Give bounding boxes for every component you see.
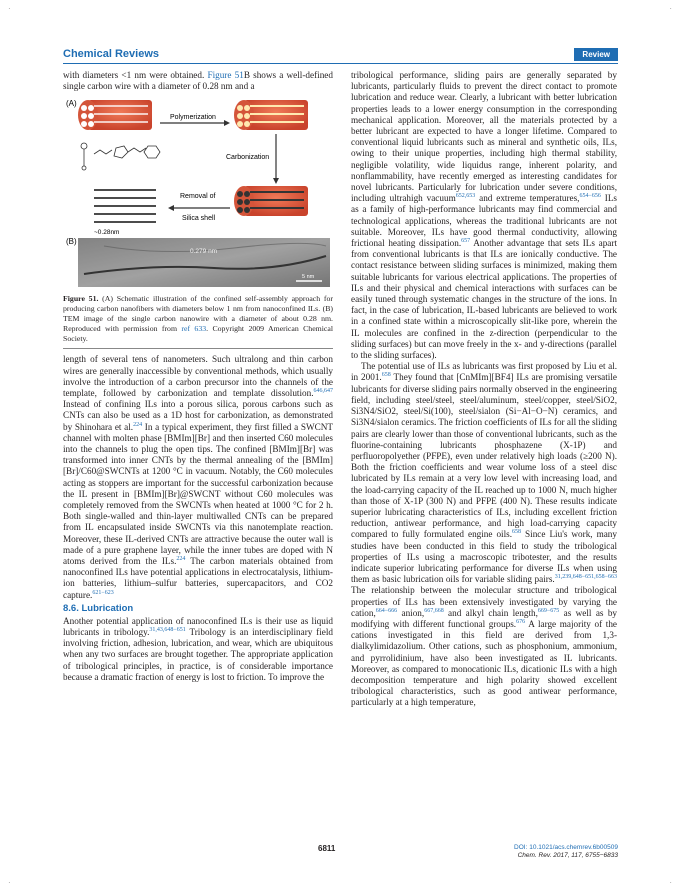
citation: Chem. Rev. 2017, 117, 6755−6833 (517, 852, 618, 859)
figure-51-graphic (64, 96, 332, 288)
caption-label: Figure 51. (63, 294, 99, 304)
right-paragraph-2: The potential use of ILs as lubricants was first proposed by Liu et al. in 2001.$^{658}$ They found that [CnMIm][BF4] ILs are promising versatile lubricants for diverse sliding pairs normally observed in the engineering field, including steel/steel, steel/aluminum, steel/copper, steel/SiO2, Si3N4/SiO2, steel/Si(100), steel/sialon (Si−Al−O−N) ceramics, and Si3N4/sialon ceramics. The friction coefficients of ILs for all the sliding pairs are clearly lower than those of conventional lubricants, such as the fluorine-containing lubricants phosphazene (X-1P) and perfluoropolyether (PFPE), even under relatively high loads (≥200 N). Both the friction coefficients and wear volume loss of a steel disc lubricated by ILs remain at a very low level with increasing load, and the load-carrying capacity of the IL reached up to 1000 N, much higher than those of X-1P (300 N) and PFPE (400 N). These results indicate superior lubricating characteristics of ILs, including excellent friction reduction, antiwear performance, and high load-carrying capacity compared to fully formulated engine oils.$^{658}$ Since Liu's work, many studies have been conducted in this field to study the tribological properties of ILs using a macroscopic tribotester, and the results indicate superior lubricating performance for diverse ILs when using them as basic lubrication oils for variable sliding pairs.$^{31,239,648-651,658-663}$ The relationship between the molecular structure and tribological properties of ILs has been extensively investigated by varying the cation,$^{664-666}$ anion,$^{667,668}$ and alkyl chain length,$^{669-675}$ as well as by modifying with different functional groups.$^{676}$ A large majority of the cations investigated in this field are derived from 1,3-dialkylimidazolium. Other cations, such as phosphonium, ammonium, and pyrrolidinium, have also been investigated as IL lubricants. Moreover, as compared to monocationic ILs, dicationic ILs with a high decomposition temperature and high polarity showed excellent tribological characteristics, such as good antiwear performance, particularly at a high temperature, (351, 361, 618, 708)
panel-a-label: (A) (66, 99, 77, 109)
polymerization-label: Polymerization (170, 114, 216, 122)
corner-mark: · (8, 878, 11, 887)
corner-mark: · (8, 4, 11, 13)
carbonization-label: Carbonization (226, 154, 270, 162)
left-paragraph-0: with diameters <1 nm were obtained. Figure 51B shows a well-defined single carbon wire with a diameter of 0.28 nm and a (63, 70, 333, 92)
silica-template-bundle-icon (78, 100, 152, 130)
left-paragraph-1: length of several tens of nanometers. Such ultralong and thin carbon wires are generally inaccessible by conventional methods, which usually involve the introduction of a carbon precursor into the channels of the template, followed by carbonization and template dissolution.$^{646,647}$ Instead of confining ILs into a porous silica, porous carbons such as CNTs can also be used as a 1D host for carbonization, as demonstrated by Shinohara et al.$^{224}$ In a typical experiment, they first filled a SWCNT channel with molten phase [BMIm][Br] and then inserted C60 molecules into the channels to plug the open tips. The confined [BMIm][Br] was transformed into inner CNTs by the thermal annealing of the [BMIm][Br]/C60@SWCNTs at 1200 °C in vacuum. Notably, the C60 molecules acting as stoppers are important for the successful carbonization because the IL present in [BMIm][Br]@SWCNT without C60 molecules was completely removed from the SWCNTs when heated at 1000 °C for 2 h. Both single-walled and thin-layer multiwalled CNTs can be prepared from IL encapsulated inside SWCNTs via this nanotemplate reaction. Moreover, these IL-derived CNTs are attractive because the outer wall is made of a pure graphene layer, while the inner tubes are doped with N atoms derived from the ILs.$^{224}$ The carbon materials obtained from nanoconfined ILs have potential applications in electrocatalysis, lithium-ion batteries, lithium–sulfur batteries, supercapacitors, and CO2 capture.$^{621-623}$ (63, 354, 333, 600)
page-header (63, 47, 618, 63)
scale-a-label: ~0.28nm (94, 229, 120, 237)
tem-image (78, 238, 330, 287)
carbonization-arrow-icon (273, 134, 279, 184)
page-number: 6811 (318, 844, 336, 853)
figure-link[interactable]: Figure 51 (207, 70, 244, 80)
scale-b-label: 5 nm (302, 274, 315, 281)
carbon-nanowires-icon (94, 190, 156, 222)
caption-ref-link[interactable]: ref 633 (181, 323, 207, 333)
header-rule (63, 63, 618, 64)
doi-link[interactable]: DOI: 10.1021/acs.chemrev.6b00509 (514, 844, 618, 851)
removal-arrow-icon (168, 205, 230, 211)
doi-block (514, 844, 618, 860)
corner-mark: · (669, 878, 672, 887)
right-column (351, 70, 617, 709)
section-heading: 8.6. Lubrication (63, 602, 134, 614)
right-paragraph-1: tribological performance, sliding pairs are generally separated by lubricants, particularly fluids to prevent the direct contact to promote lubrication and reduce wear. Clearly, a lubricant with better lubrication properties leads to a lower energy consumption in the corresponding mechanical application. Moreover, all the materials protected by a better lubricant are expected to have a longer lifetime. Compared to conventional liquid lubricants such as mineral and synthetic oils, ILs, owing to their unique properties, including high thermal stability, negligible volatility, wide liquidus range, inherent polarity, and nonflammability, have recently emerged as interesting candidates for novel lubricants. Particularly for lubrication under severe conditions, including ultrahigh vacuum$^{652,653}$ and extreme temperatures,$^{654-656}$ ILs as a family of high-performance lubricants may find commercial and technological applications, whereas the traditional lubricants are not suitable. Moreover, ILs have good thermal conductivity, allowing frictional heating dissipation.$^{657}$ Another advantage that sets ILs apart from conventional lubricants is that ILs are ionically conductive. The contact resistance between sliding surfaces is minimized, making them suitable lubricants for various electrical applications. The properties of ILs and their physical and chemical interactions with surfaces can be easily tuned through systematic changes in the structure of the ions. In fact, in the case of lubrication, IL-based lubricants are believed to work in a confined state within a microscopically slit-like pore, wherein the IL molecules are confined in the z-direction (perpendicular to the sliding surfaces) but can move freely in the x- and y-directions (parallel to the sliding surfaces). (351, 70, 618, 361)
figure-caption: Figure 51. (A) Schematic illustration of the confined self-assembly approach for producing carbon nanofibers with diameters below 1 nm from nanoconfined ILs. (B) TEM image of the single carbon nanowire with a diameter of about 0.28 nm. Reproduced with permission from ref 633. Copyright 2009 American Chemical Society. (63, 294, 333, 343)
left-column (63, 70, 333, 683)
left-paragraph-2: Another potential application of nanoconfined ILs is their use as liquid lubricants in tribology.$^{31,43,648-651}$ Tribology is an interdisciplinary field involving friction, adhesion, lubrication, and wear, which are ubiquitous when any two surfaces are brought together. The appropriate application of tribological principles, in practice, is of considerable importance because a dramatic fraction of energy is lost to friction. To improve the (63, 615, 333, 682)
removal-label: Removal of (180, 193, 216, 201)
caption-divider (63, 348, 333, 349)
tem-measurement-label: 0.279 nm (190, 248, 218, 256)
panel-b-label: (B) (66, 237, 77, 247)
carbonized-bundle-icon (234, 186, 308, 216)
journal-name[interactable]: Chemical Reviews (63, 48, 159, 60)
ionic-liquid-molecule-icon (81, 143, 160, 170)
silica-shell-label: Silica shell (182, 215, 216, 223)
corner-mark: · (669, 4, 672, 13)
page-footer (0, 844, 680, 868)
figure-51 (64, 96, 332, 288)
article-type-badge: Review (574, 48, 618, 61)
polymerized-bundle-icon (234, 100, 308, 130)
